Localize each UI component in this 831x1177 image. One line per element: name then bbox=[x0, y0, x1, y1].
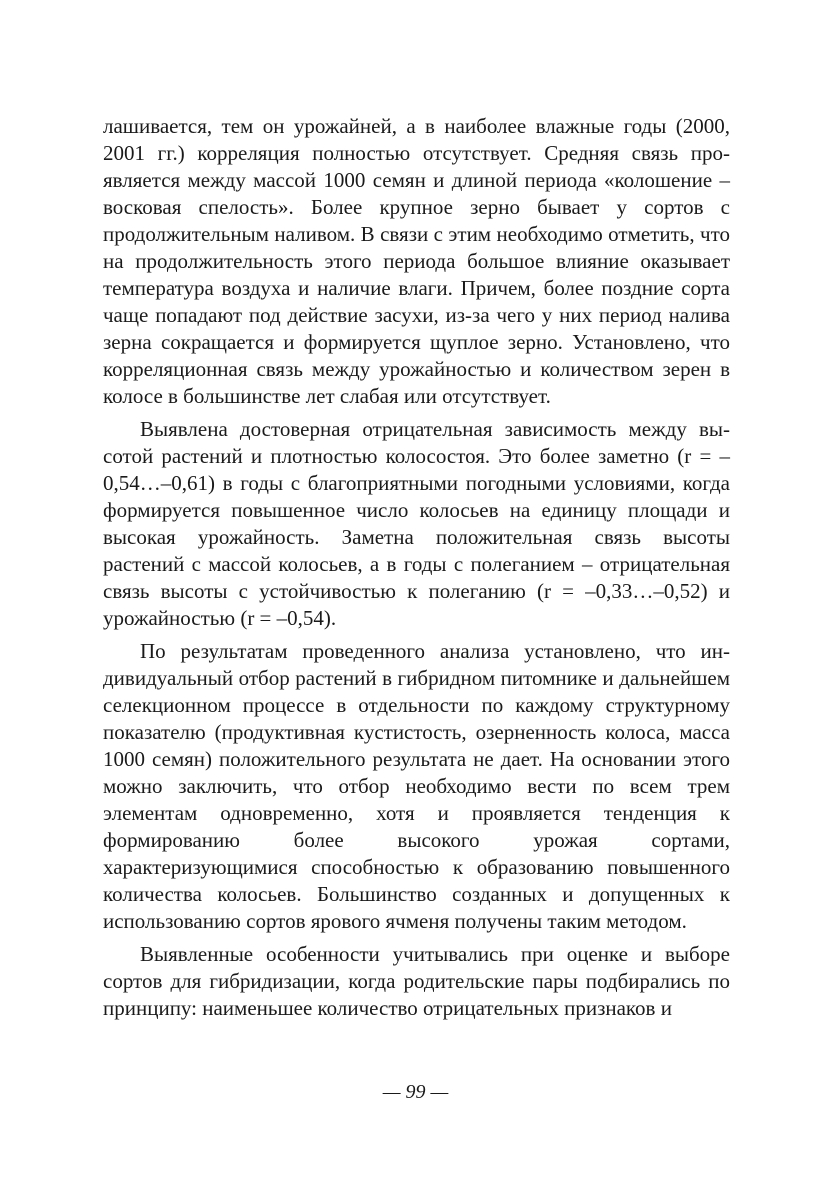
page-number: — 99 — bbox=[382, 1081, 449, 1103]
paragraph-2: Выявлена достоверная отрицательная зависимость между высотой растений и плотностью колосостоя. Это более заметно (r = –0,54…–0,61) в годы с благоприятными погодными условиями, когда формируется повышенное число колосьев на единицу площади и высокая урожайность. Заметна положительная связь высоты растений с массой колосьев, а в годы с полеганием – отрицательная связь высоты с устойчивостью к полеганию (r = –0,33…–0,52) и урожайностью (r = –0,54). bbox=[103, 417, 730, 630]
page-body bbox=[103, 113, 730, 1028]
paragraph-4: Выявленные особенности учитывались при оценке и выборе сортов для гибридизации, когда родительские пары подбирались по принципу: наименьшее количество отрицательных признаков и bbox=[103, 942, 730, 1020]
paragraph-1: лашивается, тем он урожайней, а в наиболее влажные годы (2000, 2001 гг.) корреляция полностью отсутствует. Средняя связь проявляется между массой 1000 семян и длиной периода «колошение – восковая спелость». Более крупное зерно бывает у сортов с продолжительным наливом. В связи с этим необходимо отметить, что на продолжительность этого периода большое влияние оказывает температура воздуха и наличие влаги. Причем, более поздние сорта чаще попадают под действие засухи, из-за чего у них период налива зерна сокращается и формируется щуплое зерно. Установлено, что корреляционная связь между урожайностью и количеством зерен в колосе в большинстве лет слабая или отсутствует. bbox=[103, 114, 730, 408]
paragraph-3: По результатам проведенного анализа установлено, что индивидуальный отбор растений в гибридном питомнике и дальнейшем селекционном процессе в отдельности по каждому структурному показателю (продуктивная кустистость, озерненность колоса, масса 1000 семян) положительного результата не дает. На основании этого можно заключить, что отбор необходимо вести по всем трем элементам одновременно, хотя и проявляется тенденция к формированию более высокого урожая сортами, характеризующимися способностью к образованию повышенного количества колосьев. Большинство созданных и допущенных к использованию сортов ярового ячменя получены таким методом. bbox=[103, 639, 730, 933]
